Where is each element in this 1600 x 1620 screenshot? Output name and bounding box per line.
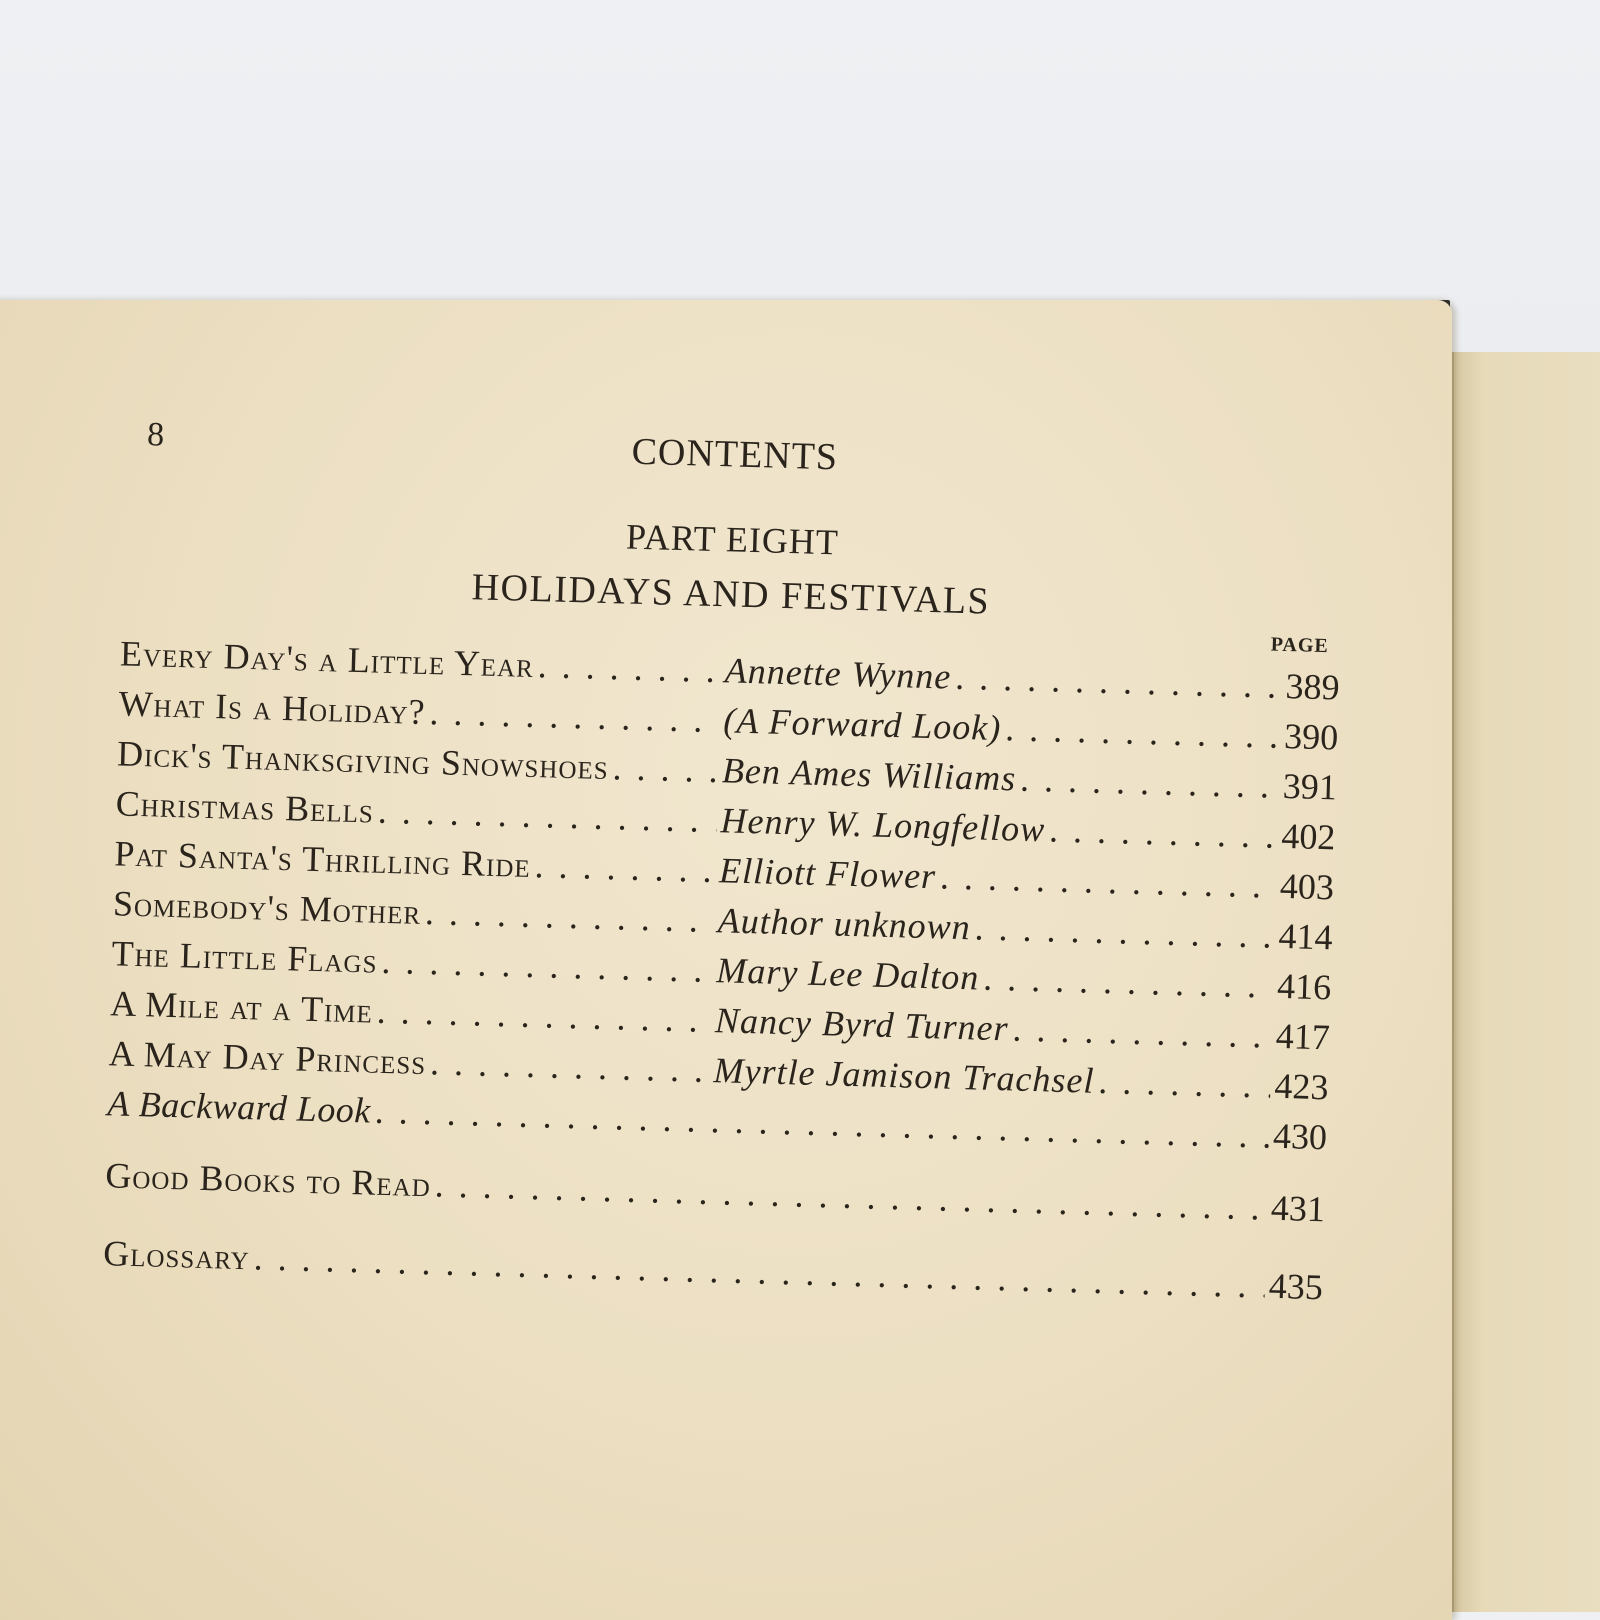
entry-page: 391 <box>1282 765 1338 808</box>
dot-leader <box>983 953 1274 1011</box>
entry-page: 403 <box>1279 865 1335 908</box>
entry-page: 435 <box>1268 1265 1324 1308</box>
entry-author: Henry W. Longfellow <box>720 800 1046 850</box>
dot-leader <box>1005 703 1281 761</box>
dot-leader <box>612 742 719 795</box>
entry-author: (A Forward Look) <box>722 700 1002 749</box>
dot-leader <box>955 652 1283 711</box>
dot-leader <box>1012 1003 1273 1060</box>
page-number: 8 <box>146 416 165 454</box>
entry-title: A Mile at a Time <box>109 983 374 1031</box>
dot-leader <box>1020 754 1280 811</box>
entry-author: Annette Wynne <box>724 650 952 697</box>
dot-leader <box>424 887 714 945</box>
entry-title: What Is a Holiday? <box>118 683 427 732</box>
page-column-label: PAGE <box>1270 633 1330 658</box>
entry-title: A May Day Princess <box>108 1033 427 1083</box>
dot-leader <box>381 936 713 995</box>
page-content <box>0 300 1452 1620</box>
part-title: PART EIGHT <box>625 516 840 563</box>
running-head: CONTENTS <box>631 430 839 479</box>
dot-leader <box>253 1232 1265 1310</box>
entry-page: 389 <box>1285 665 1341 708</box>
entry-title: Glossary <box>102 1233 251 1278</box>
contents-entry <box>103 1228 1324 1312</box>
entry-title: Dick's Thanksgiving Snowshoes <box>116 733 610 788</box>
entry-page: 390 <box>1283 715 1339 758</box>
entry-title: Christmas Bells <box>115 783 375 831</box>
entry-page: 430 <box>1272 1115 1328 1158</box>
book-page <box>0 300 1452 1620</box>
entry-author: Nancy Byrd Turner <box>714 1000 1010 1049</box>
contents-list <box>103 628 1341 1312</box>
dot-leader <box>974 902 1275 960</box>
entry-title: Somebody's Mother <box>112 883 422 932</box>
entry-page: 414 <box>1278 915 1334 958</box>
entry-page: 431 <box>1270 1187 1326 1230</box>
entry-author: Elliott Flower <box>718 850 937 897</box>
entry-title: A Backward Look <box>106 1083 372 1131</box>
entry-page: 402 <box>1280 815 1336 858</box>
dot-leader <box>430 1037 711 1095</box>
entry-page: 417 <box>1275 1015 1331 1058</box>
dot-leader <box>429 687 720 745</box>
entry-title: Every Day's a Little Year <box>119 633 535 685</box>
entry-page: 423 <box>1273 1065 1329 1108</box>
dot-leader <box>534 840 716 895</box>
entry-author: Author unknown <box>717 900 972 948</box>
dot-leader <box>1048 804 1278 860</box>
entry-title: The Little Flags <box>111 933 379 981</box>
dot-leader <box>1098 1056 1271 1111</box>
contents-entry <box>105 1150 1326 1234</box>
entry-author: Myrtle Jamison Trachsel <box>713 1050 1096 1101</box>
part-subtitle: HOLIDAYS AND FESTIVALS <box>471 566 991 623</box>
dot-leader <box>537 640 721 695</box>
facing-page-edge <box>1452 352 1600 1612</box>
entry-author: Ben Ames Williams <box>721 750 1017 799</box>
entry-title: Good Books to Read <box>104 1155 432 1205</box>
dot-leader <box>434 1159 1268 1232</box>
entry-title: Pat Santa's Thrilling Ride <box>113 833 532 885</box>
entry-author: Mary Lee Dalton <box>715 950 980 998</box>
entry-page: 416 <box>1276 965 1332 1008</box>
